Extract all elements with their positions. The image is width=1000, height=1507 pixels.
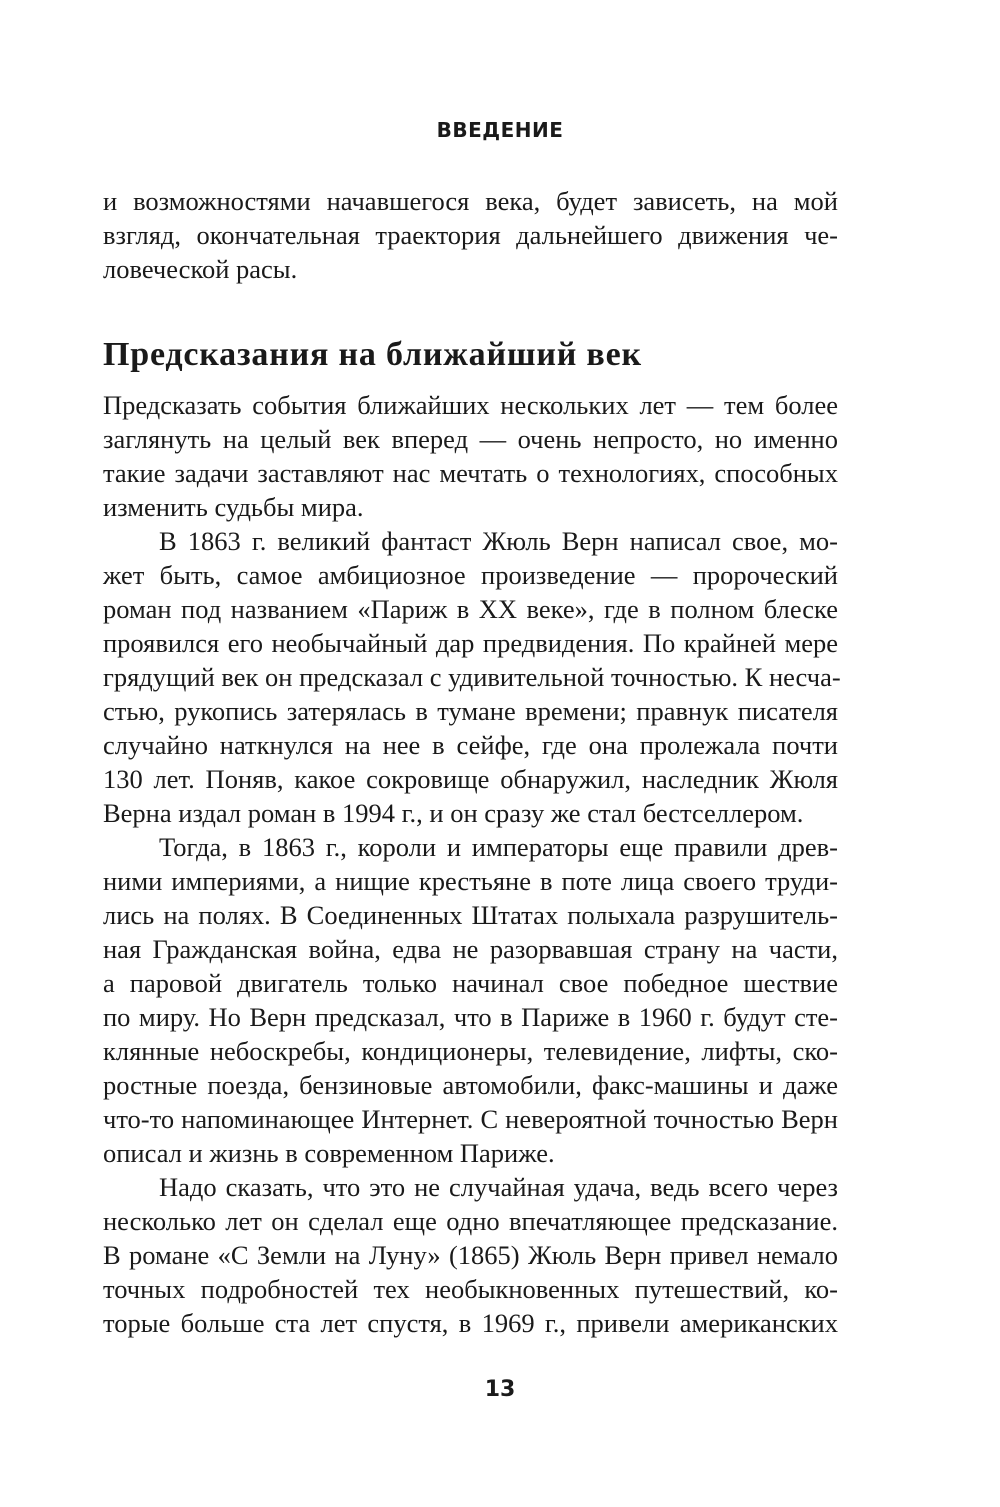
text-line: клянные небоскребы, кондиционеры, телевидение, лифты, ско-: [103, 1036, 838, 1066]
paragraph: [103, 524, 841, 830]
text-line: что-то напоминающее Интернет. С невероятной точностью Верн: [103, 1104, 838, 1134]
text-line: проявился его необычайный дар предвидения. По крайней мере: [103, 628, 838, 658]
text-line: ная Гражданская война, едва не разорвавшая страну на части,: [103, 934, 838, 964]
text-line: 130 лет. Поняв, какое сокровище обнаружил, наследник Жюля: [103, 764, 838, 794]
continued-paragraph: [103, 184, 838, 286]
section-body: [103, 388, 841, 1340]
paragraph: [103, 388, 838, 524]
text-line: описал и жизнь в современном Париже.: [103, 1138, 555, 1168]
text-line: заглянуть на целый век вперед — очень непросто, но именно: [103, 424, 838, 454]
text-line: и возможностями начавшегося века, будет зависеть, на мой: [103, 186, 838, 216]
text-line: Верна издал роман в 1994 г., и он сразу же стал бестселлером.: [103, 798, 804, 828]
page-number: 13: [484, 1377, 516, 1402]
text-line: ловеческой расы.: [103, 254, 298, 284]
text-line: В романе «С Земли на Луну» (1865) Жюль Верн привел немало: [103, 1240, 838, 1270]
text-line: торые больше ста лет спустя, в 1969 г., привели американских: [103, 1308, 838, 1338]
running-head: ВВЕДЕНИЕ: [436, 118, 564, 142]
text-line: грядущий век он предсказал с удивительной точностью. К несча-: [103, 662, 841, 692]
text-line: роман под названием «Париж в XX веке», где в полном блеске: [103, 594, 838, 624]
text-line: точных подробностей тех необыкновенных путешествий, ко-: [103, 1274, 838, 1304]
text-line: а паровой двигатель только начинал свое победное шествие: [103, 968, 838, 998]
text-line: ростные поезда, бензиновые автомобили, факс-машины и даже: [103, 1070, 838, 1100]
text-line: взгляд, окончательная траектория дальнейшего движения че-: [103, 220, 838, 250]
text-line: по миру. Но Верн предсказал, что в Париже в 1960 г. будут сте-: [103, 1002, 838, 1032]
text-line: стью, рукопись затерялась в тумане времени; правнук писателя: [103, 696, 838, 726]
text-line: лись на полях. В Соединенных Штатах полыхала разрушитель-: [103, 900, 838, 930]
text-line: такие задачи заставляют нас мечтать о технологиях, способных: [103, 458, 838, 488]
text-line: В 1863 г. великий фантаст Жюль Верн написал свое, мо-: [159, 526, 838, 556]
text-line: несколько лет он сделал еще одно впечатляющее предсказание.: [103, 1206, 838, 1236]
text-line: ними империями, а нищие крестьяне в поте лица своего труди-: [103, 866, 838, 896]
paragraph: [103, 1170, 838, 1340]
section-heading: Предсказания на ближайший век: [103, 336, 642, 373]
text-line: Тогда, в 1863 г., короли и императоры еще правили древ-: [159, 832, 838, 862]
text-line: Надо сказать, что это не случайная удача, ведь всего через: [159, 1172, 838, 1202]
text-line: изменить судьбы мира.: [103, 492, 364, 522]
text-line: Предсказать события ближайших нескольких лет — тем более: [103, 390, 838, 420]
paragraph: [103, 830, 838, 1170]
text-line: жет быть, самое амбициозное произведение — пророческий: [103, 560, 838, 590]
text-line: случайно наткнулся на нее в сейфе, где она пролежала почти: [103, 730, 838, 760]
